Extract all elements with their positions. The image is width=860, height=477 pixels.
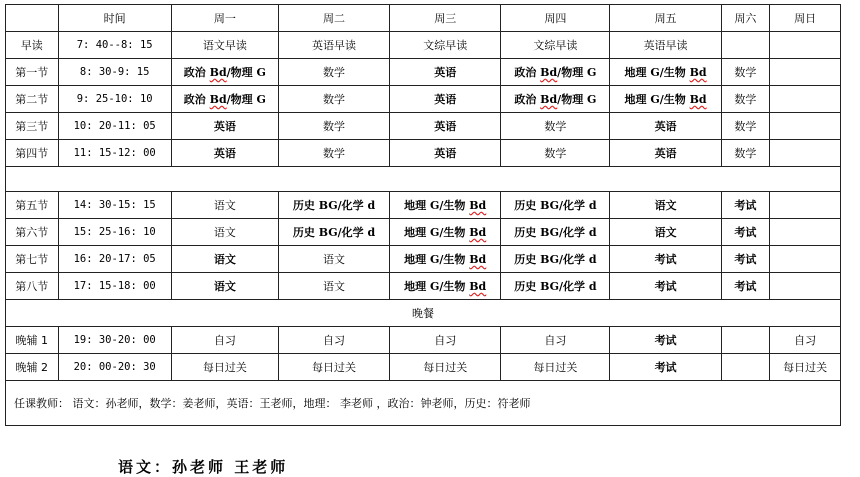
course-cell: 考试 (721, 192, 770, 219)
course-cell: 语文 (171, 246, 278, 273)
course-cell (770, 113, 841, 140)
course-cell: 地理 G/生物 Bd (390, 219, 501, 246)
course-cell: 地理 G/生物 Bd (390, 246, 501, 273)
course-cell: 政治 Bd/物理 G (501, 59, 610, 86)
dinner-cell: 晚餐 (6, 300, 841, 327)
course-cell (770, 59, 841, 86)
course-cell: 政治 Bd/物理 G (171, 86, 278, 113)
course-cell (770, 246, 841, 273)
period-time: 11: 15-12: 00 (58, 140, 171, 167)
period-row (6, 113, 841, 140)
course-cell: 语文 (278, 273, 389, 300)
course-cell: 历史 BG/化学 d (278, 192, 389, 219)
period-label: 第三节 (6, 113, 59, 140)
course-cell: 考试 (610, 327, 721, 354)
course-cell: 英语早读 (610, 32, 721, 59)
course-cell (770, 140, 841, 167)
period-time: 9: 25-10: 10 (58, 86, 171, 113)
course-cell: 每日过关 (501, 354, 610, 381)
period-label: 晚辅 2 (6, 354, 59, 381)
course-cell (721, 32, 770, 59)
course-cell: 数学 (278, 113, 389, 140)
header-row (6, 5, 841, 32)
period-row (6, 140, 841, 167)
period-row (6, 354, 841, 381)
period-row (6, 192, 841, 219)
course-cell: 英语 (610, 140, 721, 167)
course-cell: 每日过关 (390, 354, 501, 381)
period-label: 晚辅 1 (6, 327, 59, 354)
break-row (6, 167, 841, 192)
period-row (6, 86, 841, 113)
course-cell: 每日过关 (171, 354, 278, 381)
break-cell (6, 167, 841, 192)
course-cell: 英语 (171, 140, 278, 167)
course-cell: 地理 G/生物 Bd (390, 273, 501, 300)
course-cell: 语文 (171, 273, 278, 300)
course-cell: 自习 (770, 327, 841, 354)
period-row (6, 219, 841, 246)
header-cell (6, 5, 59, 32)
course-cell: 考试 (721, 273, 770, 300)
course-cell: 数学 (721, 113, 770, 140)
course-cell: 数学 (278, 86, 389, 113)
course-cell: 每日过关 (278, 354, 389, 381)
period-label: 第五节 (6, 192, 59, 219)
header-cell: 周日 (770, 5, 841, 32)
period-label: 第一节 (6, 59, 59, 86)
period-label: 第六节 (6, 219, 59, 246)
course-cell: 英语 (171, 113, 278, 140)
header-cell: 周六 (721, 5, 770, 32)
course-cell: 政治 Bd/物理 G (501, 86, 610, 113)
period-label: 第八节 (6, 273, 59, 300)
period-time: 15: 25-16: 10 (58, 219, 171, 246)
course-cell: 英语 (390, 140, 501, 167)
course-cell: 数学 (501, 113, 610, 140)
course-cell: 考试 (610, 273, 721, 300)
course-cell: 数学 (721, 86, 770, 113)
course-cell: 英语 (390, 113, 501, 140)
course-cell: 英语早读 (278, 32, 389, 59)
header-cell: 周二 (278, 5, 389, 32)
schedule-table (5, 4, 841, 426)
course-cell: 自习 (390, 327, 501, 354)
period-row (6, 59, 841, 86)
period-label: 早读 (6, 32, 59, 59)
course-cell: 文综早读 (390, 32, 501, 59)
period-time: 7: 40--8: 15 (58, 32, 171, 59)
period-row (6, 273, 841, 300)
course-cell: 自习 (278, 327, 389, 354)
course-cell: 自习 (171, 327, 278, 354)
course-cell: 考试 (721, 219, 770, 246)
course-cell: 语文早读 (171, 32, 278, 59)
course-cell: 语文 (171, 219, 278, 246)
course-cell: 语文 (278, 246, 389, 273)
course-cell: 语文 (171, 192, 278, 219)
period-time: 10: 20-11: 05 (58, 113, 171, 140)
course-cell: 历史 BG/化学 d (501, 219, 610, 246)
course-cell: 语文 (610, 219, 721, 246)
course-cell (770, 32, 841, 59)
course-cell: 历史 BG/化学 d (501, 273, 610, 300)
course-cell: 数学 (721, 59, 770, 86)
period-row (6, 327, 841, 354)
teachers-row (6, 381, 841, 426)
course-cell: 地理 G/生物 Bd (610, 59, 721, 86)
period-time: 14: 30-15: 15 (58, 192, 171, 219)
course-cell: 数学 (278, 140, 389, 167)
period-label: 第四节 (6, 140, 59, 167)
header-cell: 周四 (501, 5, 610, 32)
course-cell: 英语 (390, 59, 501, 86)
course-cell: 考试 (610, 246, 721, 273)
header-cell: 周三 (390, 5, 501, 32)
period-time: 19: 30-20: 00 (58, 327, 171, 354)
course-cell: 每日过关 (770, 354, 841, 381)
course-cell (721, 327, 770, 354)
course-cell: 地理 G/生物 Bd (610, 86, 721, 113)
header-cell: 时间 (58, 5, 171, 32)
course-cell (770, 192, 841, 219)
header-cell: 周五 (610, 5, 721, 32)
course-cell: 数学 (278, 59, 389, 86)
period-time: 16: 20-17: 05 (58, 246, 171, 273)
dinner-row (6, 300, 841, 327)
course-cell: 地理 G/生物 Bd (390, 192, 501, 219)
course-cell: 考试 (721, 246, 770, 273)
course-cell (770, 219, 841, 246)
period-label: 第七节 (6, 246, 59, 273)
period-label: 第二节 (6, 86, 59, 113)
course-cell: 历史 BG/化学 d (501, 192, 610, 219)
course-cell: 数学 (721, 140, 770, 167)
course-cell (721, 354, 770, 381)
period-row (6, 32, 841, 59)
course-cell: 英语 (610, 113, 721, 140)
course-cell (770, 273, 841, 300)
header-cell: 周一 (171, 5, 278, 32)
course-cell (770, 86, 841, 113)
course-cell: 政治 Bd/物理 G (171, 59, 278, 86)
course-cell: 数学 (501, 140, 610, 167)
course-cell: 英语 (390, 86, 501, 113)
course-cell: 历史 BG/化学 d (278, 219, 389, 246)
period-time: 8: 30-9: 15 (58, 59, 171, 86)
course-cell: 语文 (610, 192, 721, 219)
course-cell: 文综早读 (501, 32, 610, 59)
period-time: 17: 15-18: 00 (58, 273, 171, 300)
bottom-partial-text: 语文：孙老师 王老师 (118, 458, 289, 476)
period-time: 20: 00-20: 30 (58, 354, 171, 381)
teachers-note: 任课教师： 语文：孙老师，数学：姜老师，英语：王老师，地理： 李老师 ，政治：钟老师，历史：符老师 (6, 381, 841, 426)
course-cell: 自习 (501, 327, 610, 354)
period-row (6, 246, 841, 273)
course-cell: 历史 BG/化学 d (501, 246, 610, 273)
course-cell: 考试 (610, 354, 721, 381)
